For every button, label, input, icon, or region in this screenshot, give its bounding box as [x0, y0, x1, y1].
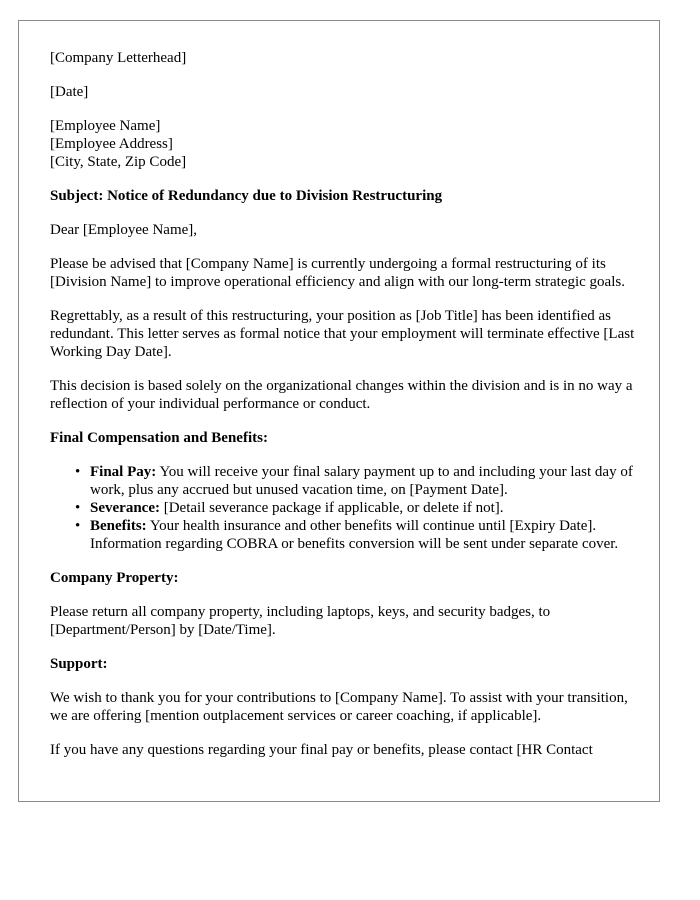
paragraph-restructuring: Please be advised that [Company Name] is currently undergoing a formal restructuring of its [Division Name] to improve operational efficiency and align with our long-term strategic goals.: [50, 256, 625, 290]
closing-paragraph-partial: If you have any questions regarding your final pay or benefits, please contact [HR Contact: [50, 742, 593, 758]
list-item-severance: [75, 499, 640, 517]
paragraph-redundancy: Regrettably, as a result of this restructuring, your position as [Job Title] has been identified as redundant. This letter serves as formal notice that your employment will terminate effective [Last Working Day Date].: [50, 308, 635, 360]
recipient-block: [50, 117, 640, 171]
letter-date: [Date]: [50, 84, 89, 100]
bullet-icon: •: [75, 518, 81, 534]
list-item-benefits: [75, 517, 640, 553]
compensation-heading: Final Compensation and Benefits:: [50, 430, 268, 446]
salutation: Dear [Employee Name],: [50, 222, 198, 238]
subject-line: Subject: Notice of Redundancy due to Division Restructuring: [50, 188, 443, 204]
support-text: We wish to thank you for your contributions to [Company Name]. To assist with your transition, we are offering [mention outplacement services or career coaching, if applicable].: [50, 690, 628, 724]
severance-text: [Detail severance package if applicable, or delete if not].: [159, 500, 504, 516]
list-item-final-pay: [75, 463, 640, 499]
final-pay-label: Final Pay:: [90, 464, 157, 480]
recipient-address: [Employee Address]: [50, 136, 173, 152]
recipient-name: [Employee Name]: [50, 118, 161, 134]
bullet-icon: •: [75, 500, 81, 516]
support-heading: Support:: [50, 656, 108, 672]
bullet-icon: •: [75, 464, 81, 480]
benefits-text: Your health insurance and other benefits will continue until [Expiry Date]. Information regarding COBRA or benefits conversion will be sent under separate cover.: [90, 518, 619, 552]
compensation-list: [50, 463, 640, 553]
property-heading: Company Property:: [50, 570, 179, 586]
paragraph-decision: This decision is based solely on the organizational changes within the division and is in no way a reflection of your individual performance or conduct.: [50, 378, 633, 412]
letter-page: [18, 20, 660, 802]
property-text: Please return all company property, including laptops, keys, and security badges, to [Department/Person] by [Date/Time].: [50, 604, 551, 638]
benefits-label: Benefits:: [90, 518, 147, 534]
company-letterhead: [Company Letterhead]: [50, 50, 187, 66]
severance-label: Severance:: [90, 500, 160, 516]
recipient-city: [City, State, Zip Code]: [50, 154, 187, 170]
letter-body: [50, 49, 640, 775]
final-pay-text: You will receive your final salary payment up to and including your last day of work, plus any accrued but unused vacation time, on [Payment Date].: [90, 464, 633, 498]
